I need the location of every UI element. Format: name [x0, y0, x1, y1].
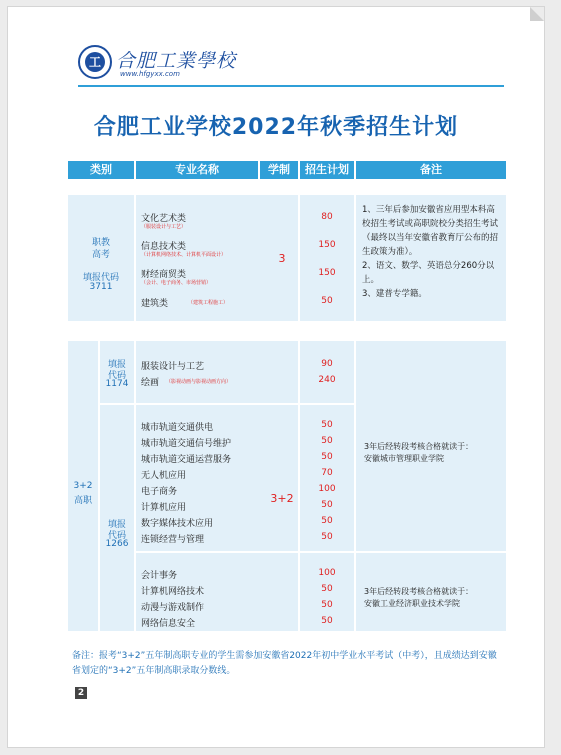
- group-c-plan-value: 50: [321, 584, 333, 594]
- school-emblem-icon: [78, 45, 112, 79]
- section1-major-name: 文化艺术类: [141, 214, 187, 224]
- group-a-code-label: 填报: [107, 360, 126, 370]
- page-corner-fold: [530, 7, 544, 21]
- section2-category-line1: 3+2: [73, 481, 93, 491]
- section1-major-sub: （建筑工程施工）: [188, 300, 229, 306]
- group-b-code-label: 代码: [107, 531, 126, 541]
- group-a-code-value: 1174: [105, 379, 129, 389]
- group-b-major-name: 城市轨道交通供电: [141, 423, 214, 433]
- section1-major-sub: （计算机网络技术、计算机平面设计）: [141, 252, 227, 258]
- group-b-plan-value: 100: [318, 484, 336, 494]
- section2-category-line2: 高职: [73, 496, 92, 506]
- header-divider: [78, 85, 504, 87]
- page-number: 2: [75, 687, 87, 699]
- group-b-note-line2: 安徽城市管理职业学院: [364, 454, 444, 463]
- group-b-plan-value: 70: [321, 468, 333, 478]
- group-c-major-name: 网络信息安全: [141, 619, 196, 629]
- group-b-code-value: 1266: [105, 539, 129, 549]
- school-url: www.hfgyxx.com: [120, 70, 180, 78]
- group-b-major-name: 电子商务: [141, 487, 178, 497]
- document-page: [7, 6, 545, 748]
- group-a-major-sub: （影视动画与影视动画方向）: [166, 379, 232, 385]
- section1-category-line1: 职教: [91, 238, 110, 248]
- group-b-major-name: 连锁经营与管理: [141, 535, 205, 545]
- group-a-plan-cell: [300, 341, 354, 403]
- group-a-major-name: 服装设计与工艺: [141, 362, 205, 372]
- section1-plan-value: 150: [318, 268, 336, 278]
- section1-major-name: 信息技术类: [141, 242, 187, 252]
- group-b-plan-value: 50: [321, 420, 333, 430]
- group-a-plan-value: 240: [318, 375, 336, 385]
- group-c-plan-value: 50: [321, 600, 333, 610]
- group-c-major-name: 计算机网络技术: [141, 587, 205, 597]
- section2-duration: 3+2: [270, 492, 294, 505]
- group-b-major-name: 数字媒体技术应用: [141, 519, 214, 529]
- group-a-major-cell: [136, 341, 298, 403]
- group-b-note-line1: 3年后经转段考核合格就读于：: [364, 442, 474, 451]
- group-b-plan-value: 50: [321, 452, 333, 462]
- group-c-note-line1: 3年后经转段考核合格就读于：: [364, 587, 474, 596]
- section1-major-name: 建筑类: [141, 299, 169, 309]
- group-b-plan-value: 50: [321, 532, 333, 542]
- section1-plan-value: 150: [318, 240, 336, 250]
- column-header-major: 专业名称: [136, 161, 258, 179]
- group-c-major-name: 会计事务: [141, 571, 178, 581]
- group-a-major-name: 绘画: [141, 378, 160, 388]
- section1-note: 3、建普专学籍。: [362, 289, 427, 299]
- group-b-plan-value: 50: [321, 436, 333, 446]
- group-c-note-line2: 安徽工业经济职业技术学院: [364, 599, 460, 608]
- section1-code-label: 填报代码: [82, 273, 119, 283]
- group-b-major-name: 城市轨道交通信号维护: [141, 439, 232, 449]
- section1-plan-value: 50: [321, 296, 333, 306]
- group-c-plan-value: 50: [321, 616, 333, 626]
- group-b-major-name: 计算机应用: [141, 503, 187, 513]
- section1-duration: 3: [278, 252, 286, 265]
- section1-code-value: 3711: [89, 282, 113, 292]
- group-c-plan-value: 100: [318, 568, 336, 578]
- group-a-plan-value: 90: [321, 359, 333, 369]
- column-header-remarks: 备注: [356, 161, 506, 179]
- column-header-category: 类别: [68, 161, 134, 179]
- section1-major-name: 财经商贸类: [141, 270, 187, 280]
- section1-major-sub: （服装设计与工艺）: [141, 224, 187, 230]
- group-b-major-name: 无人机应用: [141, 471, 187, 481]
- page-title: 合肥工业学校2022年秋季招生计划: [93, 115, 459, 140]
- group-a-code-label: 代码: [107, 371, 126, 381]
- section1-note: 2、语文、数学、英语总分260分以上。: [362, 261, 495, 285]
- section1-category-line2: 高考: [91, 250, 110, 260]
- group-b-plan-value: 50: [321, 500, 333, 510]
- section1-note: 1、三年后参加安徽省应用型本科高校招生考试或高职院校分类招生考试（最终以当年安徽省教育厅公布的招生政策为准）。: [362, 205, 499, 257]
- group-b-plan-value: 50: [321, 516, 333, 526]
- group-c-major-name: 动漫与游戏制作: [141, 603, 205, 613]
- footer-remark: 备注：报考“3+2”五年制高职专业的学生需参加安徽省2022年初中学业水平考试（中考），且成绩达到安徽省划定的“3+2”五年制高职录取分数线。: [72, 651, 497, 676]
- group-b-major-name: 城市轨道交通运营服务: [141, 455, 232, 465]
- emblem-letter: 工: [85, 52, 105, 72]
- section1-plan-value: 80: [321, 212, 333, 222]
- group-b-code-label: 填报: [107, 520, 126, 530]
- section1-major-sub: （会计、电子商务、市场营销）: [141, 280, 212, 286]
- school-name-logo: 合肥工業學校: [116, 50, 237, 72]
- column-header-duration: 学制: [260, 161, 298, 179]
- column-header-plan: 招生计划: [300, 161, 354, 179]
